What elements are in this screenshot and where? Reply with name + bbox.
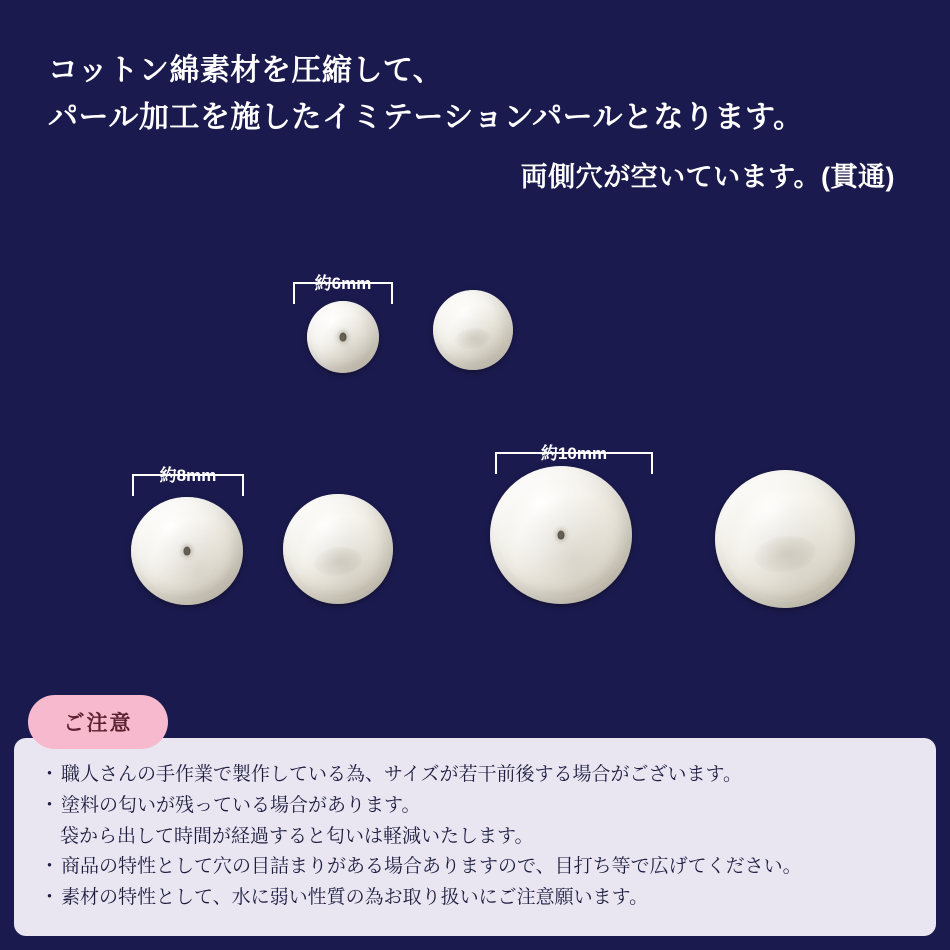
headline bbox=[48, 48, 804, 141]
notice-item-text-continued: 袋から出して時間が経過すると匂いは軽減いたします。 bbox=[60, 825, 534, 847]
bullet-glyph: ・ bbox=[40, 856, 60, 878]
measure-tick-right bbox=[651, 452, 653, 474]
notice-tab-label: ご注意 bbox=[63, 712, 133, 735]
pearl-hole bbox=[558, 531, 565, 540]
measure-tick-left bbox=[293, 282, 295, 304]
notice-list bbox=[40, 760, 910, 914]
list-item bbox=[40, 852, 910, 883]
pearl-10mm-side bbox=[715, 470, 855, 608]
notice-item-text: 素材の特性として、水に弱い性質の為お取り扱いにご注意願います。 bbox=[61, 887, 649, 909]
headline-line-1: コットン綿素材を圧縮して、 bbox=[48, 54, 444, 87]
bullet-glyph: ・ bbox=[40, 794, 60, 816]
measure-bar bbox=[132, 474, 244, 476]
measure-bar bbox=[495, 452, 653, 454]
measure-tick-left bbox=[495, 452, 497, 474]
pearl-hole bbox=[184, 547, 191, 556]
list-item bbox=[40, 791, 910, 853]
notice-item-text: 職人さんの手作業で製作している為、サイズが若干前後する場合がございます。 bbox=[61, 764, 742, 785]
pearl-hole bbox=[340, 333, 347, 342]
headline-line-2: パール加工を施したイミテーションパールとなります。 bbox=[48, 100, 804, 134]
list-item bbox=[40, 760, 910, 791]
pearl-8mm-front bbox=[131, 497, 243, 605]
bullet-glyph: ・ bbox=[40, 887, 60, 909]
notice-item-text: 商品の特性として穴の目詰まりがある場合ありますので、目打ち等で広げてください。 bbox=[61, 856, 802, 878]
subheadline: 両側穴が空いています。(貫通) bbox=[520, 162, 895, 192]
pearl-10mm-front bbox=[490, 466, 632, 604]
notice-panel bbox=[14, 738, 936, 936]
bullet-glyph: ・ bbox=[40, 764, 60, 785]
notice-tab bbox=[28, 695, 168, 749]
notice-item-text: 塗料の匂いが残っている場合があります。 bbox=[61, 794, 421, 816]
measure-bar bbox=[293, 282, 393, 284]
list-item bbox=[40, 883, 910, 914]
measure-tick-right bbox=[242, 474, 244, 496]
pearl-8mm-side bbox=[283, 494, 393, 604]
measure-tick-left bbox=[132, 474, 134, 496]
pearl-6mm-front bbox=[307, 301, 379, 373]
pearl-6mm-side bbox=[433, 290, 513, 370]
measure-tick-right bbox=[391, 282, 393, 304]
